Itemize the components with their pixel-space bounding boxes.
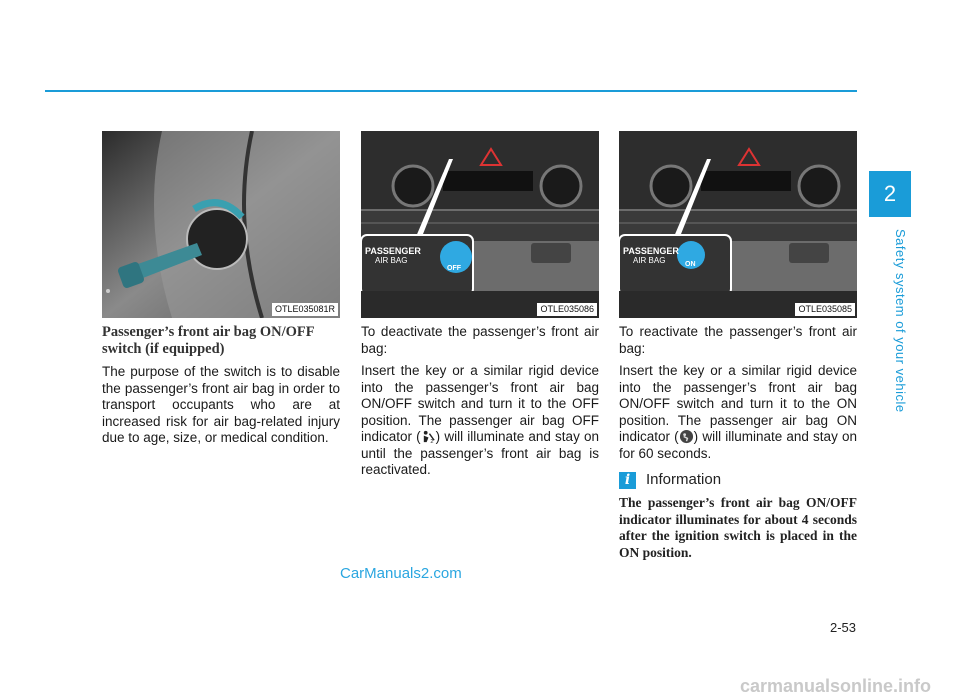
- dashboard-on-illustration: [619, 131, 857, 318]
- column-1-body: The purpose of the switch is to disable the passenger’s front air bag in order to transport occupants who are at increased risk for air bag-related injury due to age, size, or medical condition.: [102, 364, 340, 445]
- reactivate-body: Insert the key or a similar rigid device into the passenger’s front air bag ON/OFF switch and turn it to the ON position. The passenger air bag ON indicator ( ) will illuminate and stay on for 60 seconds.: [619, 363, 857, 461]
- airbag-off-icon: [421, 429, 436, 444]
- deactivate-intro: To deactivate the passenger’s front air bag:: [361, 324, 599, 356]
- chapter-title: Safety system of your vehicle: [893, 229, 908, 413]
- reactivate-intro: To reactivate the passenger’s front air bag:: [619, 324, 857, 356]
- column-1: [102, 324, 340, 453]
- airbag-label-line1: PASSENGER: [365, 246, 421, 256]
- figure-airbag-off-indicator: [361, 131, 599, 318]
- figure-code: OTLE035081R: [272, 303, 338, 316]
- figure-airbag-switch: [102, 131, 340, 318]
- information-title: Information: [646, 471, 722, 489]
- column-3: [619, 324, 857, 567]
- deactivate-body: Insert the key or a similar rigid device into the passenger’s front air bag ON/OFF switch and turn it to the OFF position. The passenger air bag OFF indicator ( 2 ) will illuminate and stay on until the passenger’s front air bag is reactivated.: [361, 363, 599, 477]
- top-rule: [45, 90, 857, 92]
- information-header: [619, 472, 857, 489]
- dashboard-off-illustration: [361, 131, 599, 318]
- airbag-label-line2: AIR BAG: [375, 256, 408, 265]
- section-heading: Passenger’s front air bag ON/OFF switch (if equipped): [102, 324, 315, 357]
- figure-code: OTLE035085: [795, 303, 855, 316]
- airbag-on-icon: [679, 429, 694, 444]
- chapter-tab: 2: [869, 171, 911, 217]
- indicator-on-text: ON: [685, 261, 696, 268]
- figure-code: OTLE035086: [537, 303, 597, 316]
- airbag-label-line1: PASSENGER: [623, 246, 679, 256]
- svg-text:2: 2: [430, 439, 434, 444]
- watermark-carmanualsonline: carmanualsonline.info: [740, 676, 932, 696]
- indicator-off-text: OFF: [447, 265, 461, 272]
- information-body: The passenger’s front air bag ON/OFF indicator illuminates for about 4 seconds after the ignition switch is placed in the ON position.: [619, 495, 857, 560]
- airbag-label-line2: AIR BAG: [633, 256, 666, 265]
- information-icon: i: [619, 472, 636, 489]
- figure-airbag-on-indicator: [619, 131, 857, 318]
- airbag-switch-illustration: [102, 131, 340, 318]
- watermark-carmanuals2: CarManuals2.com: [340, 565, 462, 582]
- page-number: 2-53: [829, 620, 856, 635]
- column-2: [361, 324, 599, 485]
